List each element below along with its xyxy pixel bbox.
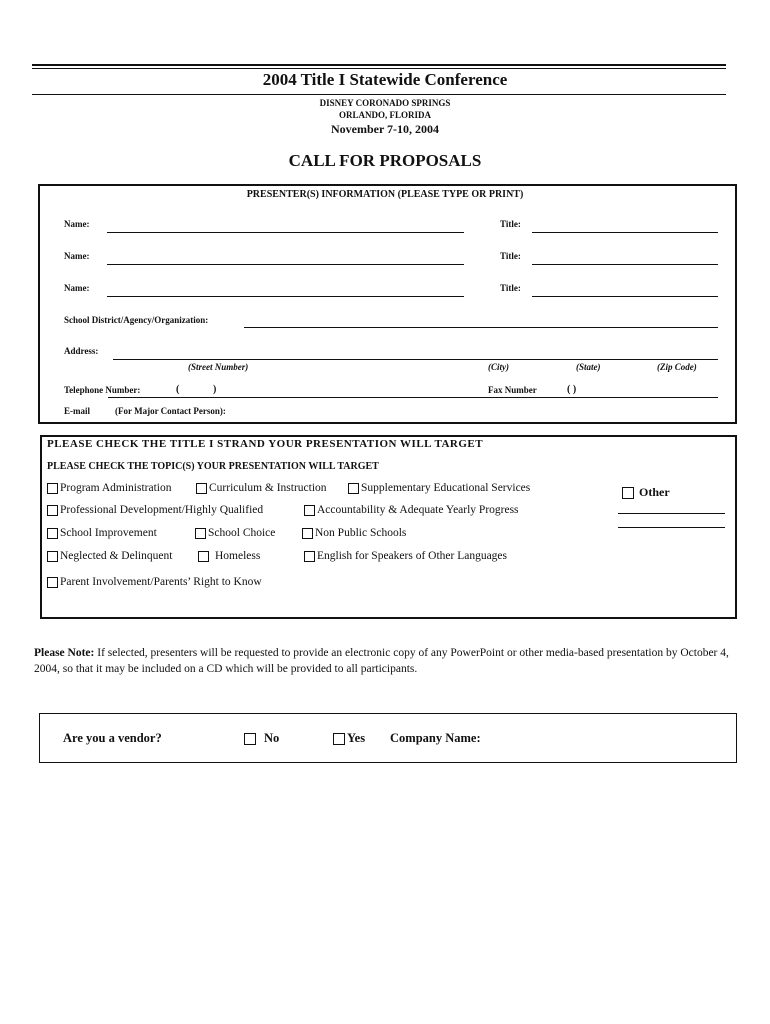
other-field-1[interactable]	[618, 513, 725, 514]
checkbox[interactable]	[196, 483, 207, 494]
checkbox[interactable]	[47, 528, 58, 539]
strand-heading: PLEASE CHECK THE TITLE I STRAND YOUR PRESENTATION WILL TARGET	[47, 438, 484, 450]
zip-caption: (Zip Code)	[657, 362, 697, 372]
checkbox[interactable]	[348, 483, 359, 494]
title-field-3[interactable]	[532, 296, 718, 297]
checkbox[interactable]	[198, 551, 209, 562]
checkbox[interactable]	[304, 505, 315, 516]
title-label-1: Title:	[500, 219, 521, 229]
checkbox[interactable]	[47, 483, 58, 494]
vendor-yes-option[interactable]: Yes	[333, 731, 365, 746]
option-curriculum-instruction[interactable]: Curriculum & Instruction	[196, 482, 327, 494]
organization-field[interactable]	[244, 327, 718, 328]
telephone-label: Telephone Number:	[64, 385, 141, 395]
city-caption: (City)	[488, 362, 509, 372]
conference-dates: November 7-10, 2004	[330, 122, 440, 136]
name-label-3: Name:	[64, 283, 90, 293]
organization-label: School District/Agency/Organization:	[64, 315, 209, 325]
checkbox[interactable]	[47, 505, 58, 516]
fax-label: Fax Number	[488, 385, 537, 395]
name-field-3[interactable]	[107, 296, 464, 297]
top-rule-thin	[32, 68, 726, 69]
phone-paren-open: (	[176, 384, 180, 395]
telephone-field[interactable]	[108, 397, 718, 398]
option-parent-involvement[interactable]: Parent Involvement/Parents’ Right to Know	[47, 576, 262, 588]
option-program-administration[interactable]: Program Administration	[47, 482, 171, 494]
option-non-public-schools[interactable]: Non Public Schools	[302, 527, 406, 539]
option-esol[interactable]: English for Speakers of Other Languages	[304, 550, 507, 562]
title-field-1[interactable]	[532, 232, 718, 233]
state-caption: (State)	[576, 362, 601, 372]
company-name-label: Company Name:	[390, 731, 481, 745]
checkbox[interactable]	[195, 528, 206, 539]
phone-paren-close: )	[213, 384, 217, 395]
checkbox[interactable]	[302, 528, 313, 539]
call-for-proposals-heading: CALL FOR PROPOSALS	[288, 151, 482, 170]
presenter-info-box	[38, 184, 737, 424]
street-caption: (Street Number)	[188, 362, 249, 372]
title-label-2: Title:	[500, 251, 521, 261]
option-professional-development[interactable]: Professional Development/Highly Qualified	[47, 504, 263, 516]
option-homeless[interactable]: Homeless	[198, 550, 260, 562]
vendor-question: Are you a vendor?	[63, 731, 162, 745]
please-note-paragraph: Please Note: If selected, presenters will be requested to provide an electronic copy of any PowerPoint or other media-based presentation by October 4, 2004, so that it may be included on a CD which will be provided to all participants.	[34, 647, 729, 675]
top-rule	[32, 64, 726, 66]
vendor-no-option[interactable]: No	[244, 731, 279, 746]
name-label-2: Name:	[64, 251, 90, 261]
address-field[interactable]	[113, 359, 718, 360]
checkbox[interactable]	[304, 551, 315, 562]
checkbox[interactable]	[622, 487, 634, 499]
name-field-2[interactable]	[107, 264, 464, 265]
option-school-choice[interactable]: School Choice	[195, 527, 275, 539]
title-field-2[interactable]	[532, 264, 718, 265]
email-label: E-mail	[64, 406, 90, 416]
title-label-3: Title:	[500, 283, 521, 293]
checkbox[interactable]	[47, 551, 58, 562]
fax-parens: ( )	[567, 384, 577, 395]
option-neglected-delinquent[interactable]: Neglected & Delinquent	[47, 550, 172, 562]
checkbox[interactable]	[47, 577, 58, 588]
other-field-2[interactable]	[618, 527, 725, 528]
venue-location: ORLANDO, FLORIDA	[338, 110, 431, 120]
presenter-heading: PRESENTER(S) INFORMATION (PLEASE TYPE OR PRINT)	[246, 189, 524, 200]
option-accountability[interactable]: Accountability & Adequate Yearly Progress	[304, 504, 519, 516]
name-label-1: Name:	[64, 219, 90, 229]
conference-title: 2004 Title I Statewide Conference	[262, 70, 508, 89]
option-supplementary-services[interactable]: Supplementary Educational Services	[348, 482, 530, 494]
option-school-improvement[interactable]: School Improvement	[47, 527, 157, 539]
name-field-1[interactable]	[107, 232, 464, 233]
option-other[interactable]: Other	[622, 485, 670, 500]
title-rule	[32, 94, 726, 95]
venue-name: DISNEY CORONADO SPRINGS	[319, 98, 451, 108]
checkbox[interactable]	[244, 733, 256, 745]
email-note: (For Major Contact Person):	[115, 406, 226, 416]
address-label: Address:	[64, 346, 99, 356]
checkbox[interactable]	[333, 733, 345, 745]
topic-heading: PLEASE CHECK THE TOPIC(S) YOUR PRESENTATION WILL TARGET	[47, 461, 379, 472]
